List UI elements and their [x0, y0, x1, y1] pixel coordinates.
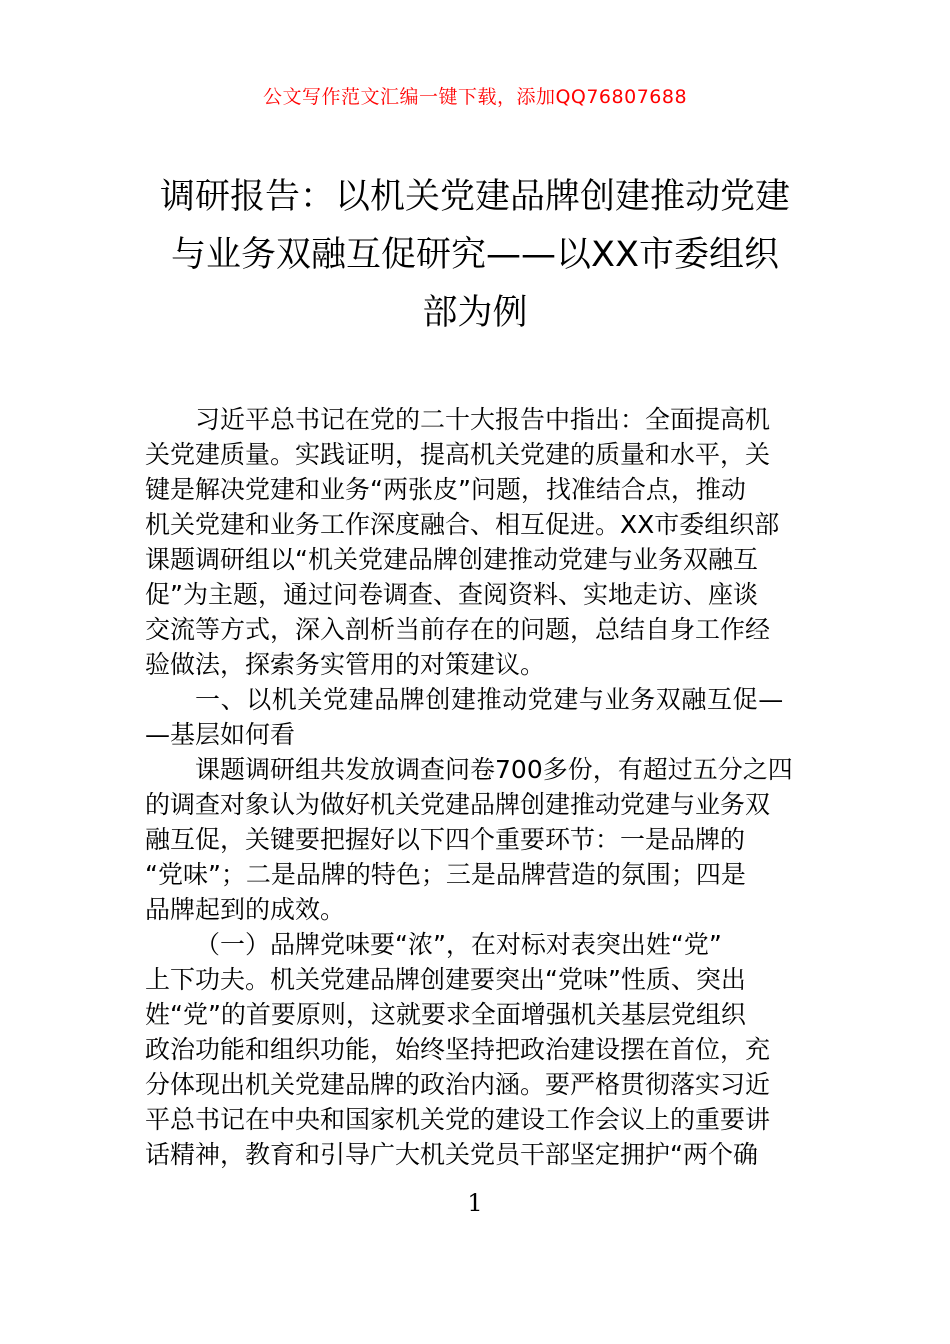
intro-paragraph	[145, 402, 807, 682]
promo-banner: 公文写作范文汇编一键下载，添加QQ76807688	[262, 86, 688, 108]
text-line: （一）品牌党味要“浓”，在对标对表突出姓“党”	[195, 930, 722, 959]
text-line: 上下功夫。机关党建品牌创建要突出“党味”性质、突出	[145, 965, 746, 994]
text-line: 促”为主题，通过问卷调查、查阅资料、实地走访、座谈	[145, 580, 758, 609]
text-line: —基层如何看	[145, 720, 296, 749]
text-line: 习近平总书记在党的二十大报告中指出：全面提高机	[195, 405, 771, 434]
text-line: 课题调研组以“机关党建品牌创建推动党建与业务双融互	[145, 545, 758, 574]
survey-paragraph	[145, 752, 807, 927]
text-line: 关党建质量。实践证明，提高机关党建的质量和水平，关	[145, 440, 771, 469]
text-line: 交流等方式，深入剖析当前存在的问题，总结自身工作经	[145, 615, 771, 644]
text-line: 政治功能和组织功能，始终坚持把政治建设摆在首位，充	[145, 1035, 771, 1064]
text-line: 键是解决党建和业务“两张皮”问题，找准结合点，推动	[145, 475, 746, 504]
page-number: 1	[467, 1189, 483, 1217]
text-line: 机关党建和业务工作深度融合、相互促进。XX市委组织部	[145, 510, 780, 539]
text-line: “党味”；二是品牌的特色；三是品牌营造的氛围；四是	[145, 860, 746, 889]
text-line: 验做法，探索务实管用的对策建议。	[145, 650, 546, 679]
text-line: 一、以机关党建品牌创建推动党建与业务双融互促—	[195, 685, 784, 714]
document-title	[150, 168, 800, 342]
title-line: 与业务双融互促研究——以XX市委组织	[171, 235, 779, 275]
text-line: 的调查对象认为做好机关党建品牌创建推动党建与业务双	[145, 790, 771, 819]
title-line: 部为例	[422, 293, 528, 333]
text-line: 课题调研组共发放调查问卷700多份，有超过五分之四	[195, 755, 793, 784]
document-body	[145, 402, 807, 1172]
text-line: 分体现出机关党建品牌的政治内涵。要严格贯彻落实习近	[145, 1070, 771, 1099]
text-line: 品牌起到的成效。	[145, 895, 346, 924]
text-line: 话精神，教育和引导广大机关党员干部坚定拥护“两个确	[145, 1140, 758, 1169]
text-line: 融互促，关键要把握好以下四个重要环节：一是品牌的	[145, 825, 746, 854]
text-line: 姓“党”的首要原则，这就要求全面增强机关基层党组织	[145, 1000, 746, 1029]
text-line: 平总书记在中央和国家机关党的建设工作会议上的重要讲	[145, 1105, 771, 1134]
section-heading	[145, 682, 807, 752]
title-line: 调研报告：以机关党建品牌创建推动党建	[159, 177, 790, 217]
subsection-paragraph	[145, 927, 807, 1172]
